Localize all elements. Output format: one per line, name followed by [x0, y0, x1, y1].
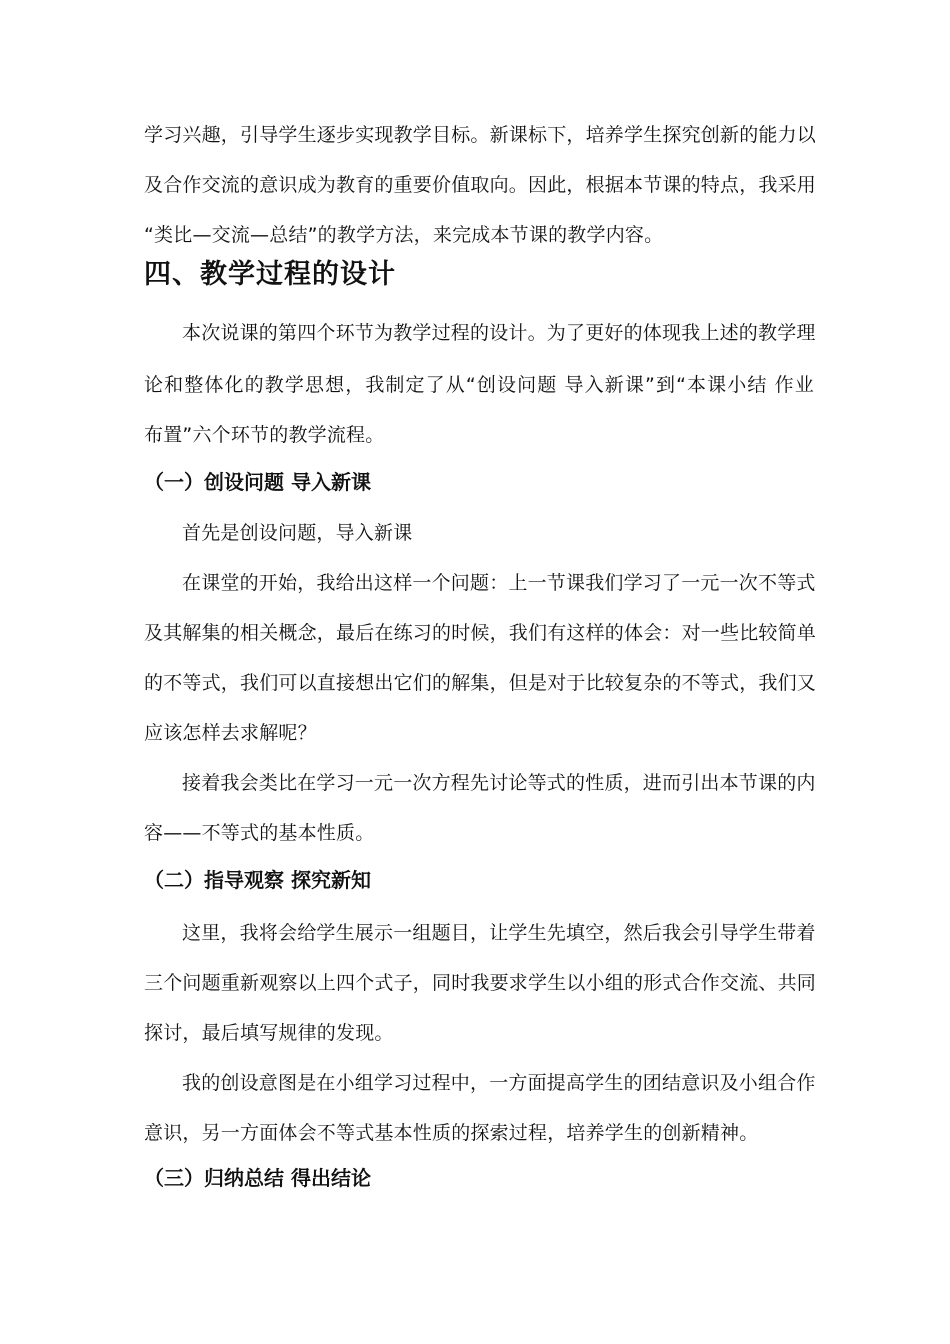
- body-text-line: 这里，我将会给学生展示一组题目，让学生先填空，然后我会引导学生带着: [182, 922, 816, 944]
- body-text-line: 首先是创设问题，导入新课: [182, 522, 413, 544]
- body-text-line: 学习兴趣，引导学生逐步实现教学目标。新课标下，培养学生探究创新的能力以: [144, 124, 817, 146]
- body-text-line: 论和整体化的教学思想，我制定了从“创设问题 导入新课”到“本课小结 作业: [144, 374, 814, 396]
- body-text-line: 我的创设意图是在小组学习过程中，一方面提高学生的团结意识及小组合作: [182, 1072, 816, 1094]
- body-text-line: 的不等式，我们可以直接想出它们的解集，但是对于比较复杂的不等式，我们又: [144, 672, 817, 694]
- subsection-heading: （二）指导观察 探究新知: [144, 868, 371, 892]
- body-text-line: 应该怎样去求解呢？: [144, 722, 317, 744]
- subsection-heading: （一）创设问题 导入新课: [144, 470, 371, 494]
- body-text-line: 及合作交流的意识成为教育的重要价值取向。因此，根据本节课的特点，我采用: [144, 174, 817, 196]
- body-text-line: 布置”六个环节的教学流程。: [144, 424, 385, 446]
- body-text-line: 本次说课的第四个环节为教学过程的设计。为了更好的体现我上述的教学理: [182, 322, 816, 344]
- body-text-line: 接着我会类比在学习一元一次方程先讨论等式的性质，进而引出本节课的内: [182, 772, 816, 794]
- body-text-line: 及其解集的相关概念，最后在练习的时候，我们有这样的体会：对一些比较简单: [144, 622, 817, 644]
- subsection-heading: （三）归纳总结 得出结论: [144, 1166, 371, 1190]
- body-text-line: “类比—交流—总结”的教学方法，来完成本节课的教学内容。: [144, 224, 664, 246]
- body-text-line: 容——不等式的基本性质。: [144, 822, 375, 844]
- body-text-line: 探讨，最后填写规律的发现。: [144, 1022, 394, 1044]
- body-text-line: 在课堂的开始，我给出这样一个问题：上一节课我们学习了一元一次不等式: [182, 572, 816, 594]
- body-text-line: 三个问题重新观察以上四个式子，同时我要求学生以小组的形式合作交流、共同: [144, 972, 817, 994]
- body-text-line: 意识，另一方面体会不等式基本性质的探索过程，培养学生的创新精神。: [144, 1122, 759, 1144]
- section-heading: 四、教学过程的设计: [144, 259, 396, 290]
